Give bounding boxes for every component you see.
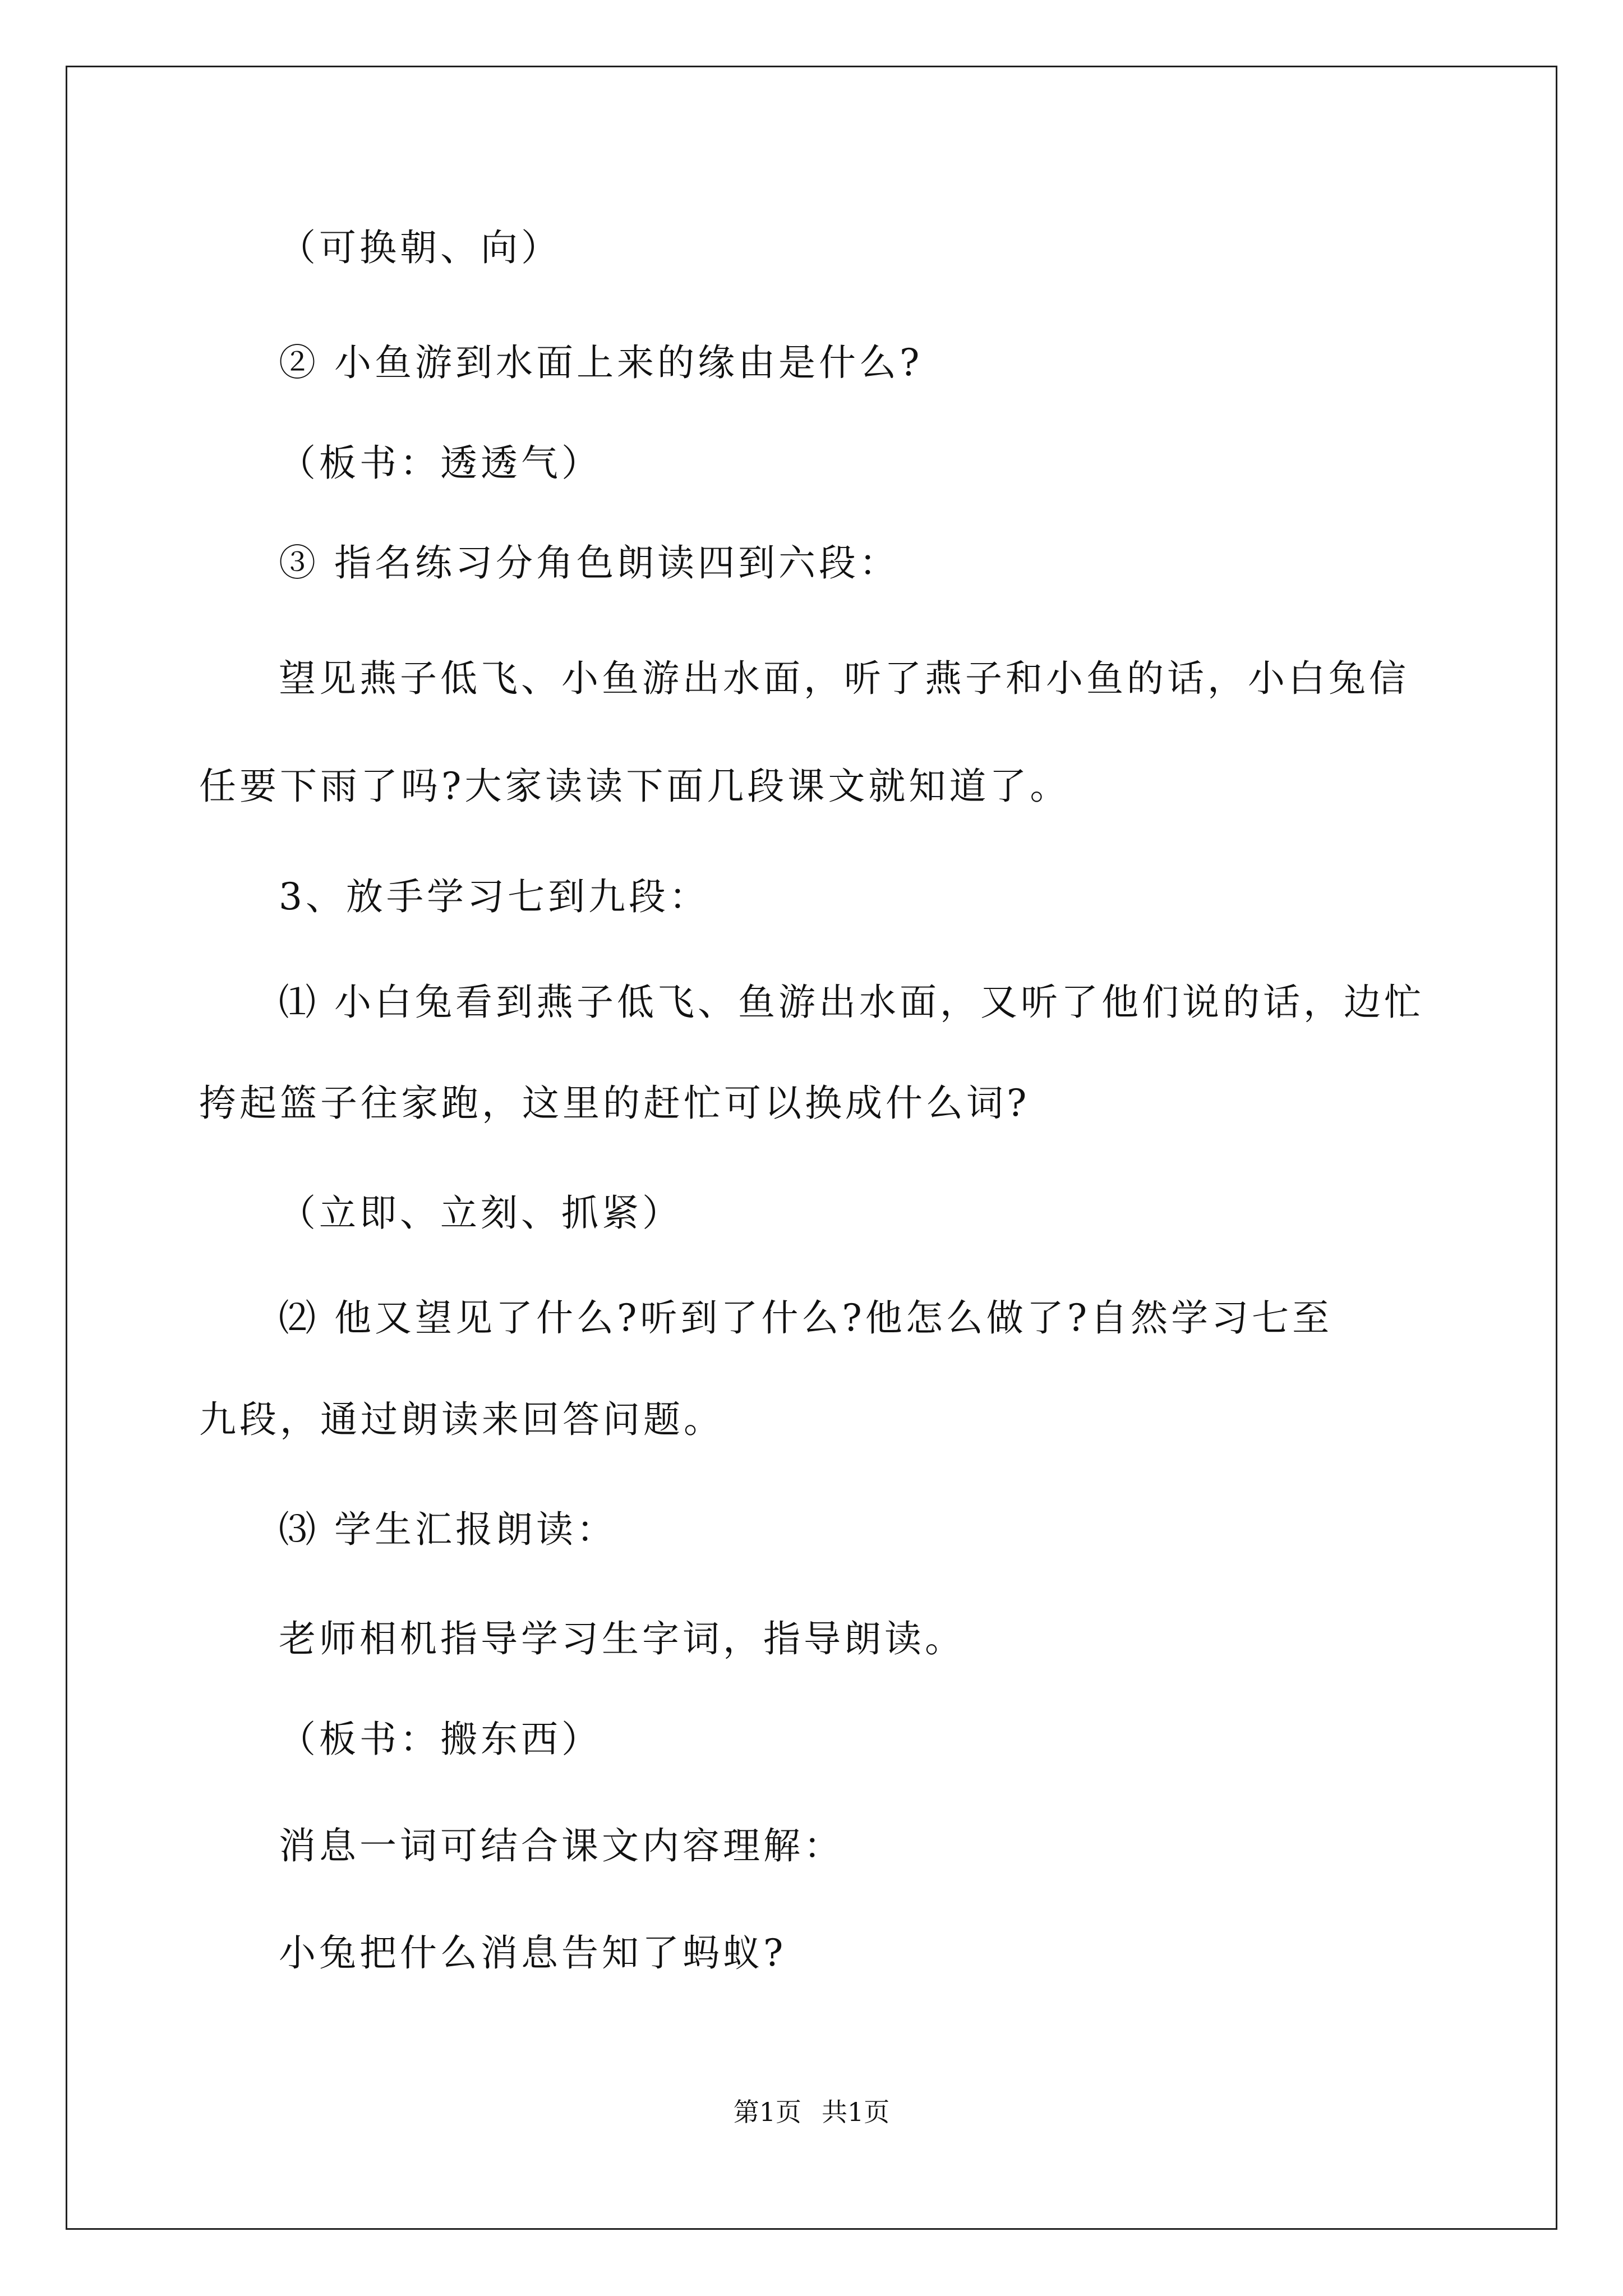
text-line-15: （板书：搬东西） <box>279 1718 602 1761</box>
text-line-6: 任要下雨了吗?大家读读下面几段课文就知道了。 <box>199 765 1071 808</box>
text-line-17: 小兔把什么消息告知了蚂蚁? <box>279 1931 787 1975</box>
page-footer <box>0 2095 1623 2129</box>
text-line-8: ⑴ 小白兔看到燕子低飞、鱼游出水面，又听了他们说的话，边忙 <box>279 981 1424 1024</box>
text-line-11: ⑵ 他又望见了什么?听到了什么?他怎么做了?自然学习七至 <box>279 1296 1333 1340</box>
text-line-10: （立即、立刻、抓紧） <box>279 1191 683 1235</box>
text-line-7: 3、放手学习七到九段： <box>279 875 709 918</box>
text-line-1: （可换朝、向） <box>279 226 561 269</box>
text-line-14: 老师相机指导学习生字词，指导朗读。 <box>279 1617 965 1660</box>
page-border <box>66 66 1557 2230</box>
text-line-2: ② 小鱼游到水面上来的缘由是什么? <box>279 341 923 384</box>
text-line-16: 消息一词可结合课文内容理解： <box>279 1824 844 1867</box>
page-total: 共1页 <box>822 2097 890 2127</box>
text-line-5: 望见燕子低飞、小鱼游出水面，听了燕子和小鱼的话，小白兔信 <box>279 657 1409 700</box>
text-line-9: 挎起篮子往家跑，这里的赶忙可以换成什么词? <box>199 1082 1030 1125</box>
text-line-3: （板书：透透气） <box>279 441 602 485</box>
page-number: 第1页 <box>733 2097 801 2127</box>
text-line-12: 九段，通过朗读来回答问题。 <box>199 1398 724 1441</box>
text-line-13: ⑶ 学生汇报朗读： <box>279 1508 617 1551</box>
text-line-4: ③ 指名练习分角色朗读四到六段： <box>279 541 900 585</box>
